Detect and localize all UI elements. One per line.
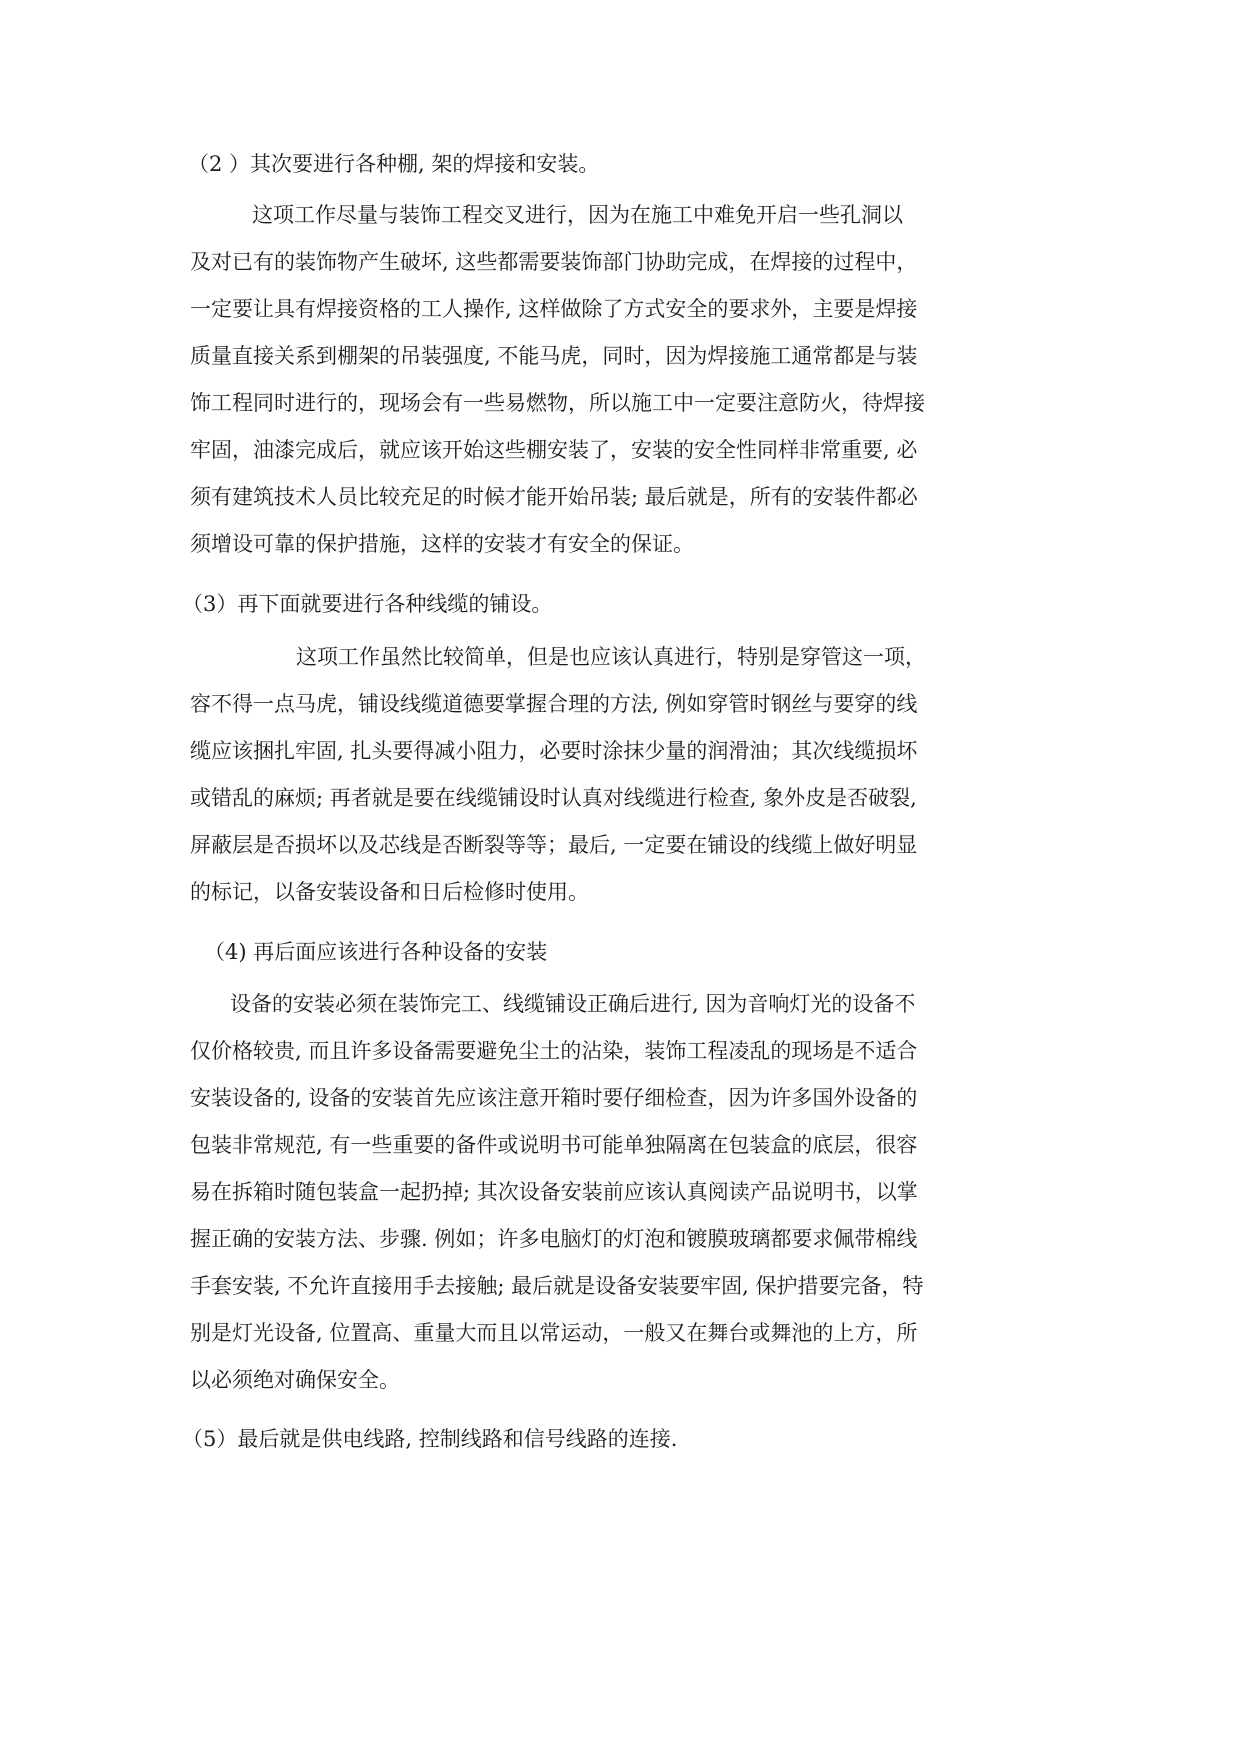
section-5-heading: （5）最后就是供电线路, 控制线路和信号线路的连接. <box>182 1427 678 1451</box>
section-2-line-7: 须有建筑技术人员比较充足的时候才能开始吊装; 最后就是，所有的安装件都必 <box>190 485 918 509</box>
section-2-line-6: 牢固，油漆完成后，就应该开始这些棚安装了，安装的安全性同样非常重要, 必 <box>190 438 918 462</box>
section-4-line-8: 别是灯光设备, 位置高、重量大而且以常运动，一般又在舞台或舞池的上方，所 <box>190 1321 918 1345</box>
section-2-line-4: 质量直接关系到棚架的吊装强度, 不能马虎，同时，因为焊接施工通常都是与装 <box>190 344 918 368</box>
section-3-heading: （3）再下面就要进行各种线缆的铺设。 <box>182 592 553 616</box>
section-2-line-3: 一定要让具有焊接资格的工人操作, 这样做除了方式安全的要求外，主要是焊接 <box>190 297 918 321</box>
section-4-line-2: 仅价格较贵, 而且许多设备需要避免尘土的沾染，装饰工程凌乱的现场是不适合 <box>190 1039 918 1063</box>
section-2-line-5: 饰工程同时进行的，现场会有一些易燃物，所以施工中一定要注意防火，待焊接 <box>190 391 925 415</box>
section-3-line-1: 这项工作虽然比较简单，但是也应该认真进行，特别是穿管这一项， <box>296 645 926 669</box>
section-3-line-4: 或错乱的麻烦; 再者就是要在线缆铺设时认真对线缆进行检查, 象外皮是否破裂, <box>190 786 917 810</box>
section-4-line-7: 手套安装, 不允许直接用手去接触; 最后就是设备安装要牢固, 保护措要完备，特 <box>190 1274 924 1298</box>
section-4-line-5: 易在拆箱时随包装盒一起扔掉; 其次设备安装前应该认真阅读产品说明书，以掌 <box>190 1180 918 1204</box>
section-4-line-3: 安装设备的, 设备的安装首先应该注意开箱时要仔细检查，因为许多国外设备的 <box>190 1086 918 1110</box>
section-3-line-5: 屏蔽层是否损坏以及芯线是否断裂等等；最后, 一定要在铺设的线缆上做好明显 <box>190 833 918 857</box>
section-2-line-1: 这项工作尽量与装饰工程交叉进行，因为在施工中难免开启一些孔洞以 <box>252 203 903 227</box>
section-3-line-2: 容不得一点马虎，铺设线缆道德要掌握合理的方法, 例如穿管时钢丝与要穿的线 <box>190 692 918 716</box>
section-2-line-2: 及对已有的装饰物产生破坏, 这些都需要装饰部门协助完成，在焊接的过程中， <box>190 250 918 274</box>
section-4-line-9: 以必须绝对确保安全。 <box>190 1368 400 1392</box>
section-3-line-6: 的标记，以备安装设备和日后检修时使用。 <box>190 880 589 904</box>
section-4-line-1: 设备的安装必须在装饰完工、线缆铺设正确后进行, 因为音响灯光的设备不 <box>230 992 916 1016</box>
section-2-line-8: 须增设可靠的保护措施，这样的安装才有安全的保证。 <box>190 532 694 556</box>
section-4-heading: （4) 再后面应该进行各种设备的安装 <box>204 940 548 964</box>
section-4-line-6: 握正确的安装方法、步骤. 例如；许多电脑灯的灯泡和镀膜玻璃都要求佩带棉线 <box>190 1227 918 1251</box>
section-2-heading: （2 ）其次要进行各种棚, 架的焊接和安装。 <box>188 152 600 176</box>
section-3-line-3: 缆应该捆扎牢固, 扎头要得减小阻力，必要时涂抹少量的润滑油；其次线缆损坏 <box>190 739 918 763</box>
section-4-line-4: 包装非常规范, 有一些重要的备件或说明书可能单独隔离在包装盒的底层，很容 <box>190 1133 918 1157</box>
